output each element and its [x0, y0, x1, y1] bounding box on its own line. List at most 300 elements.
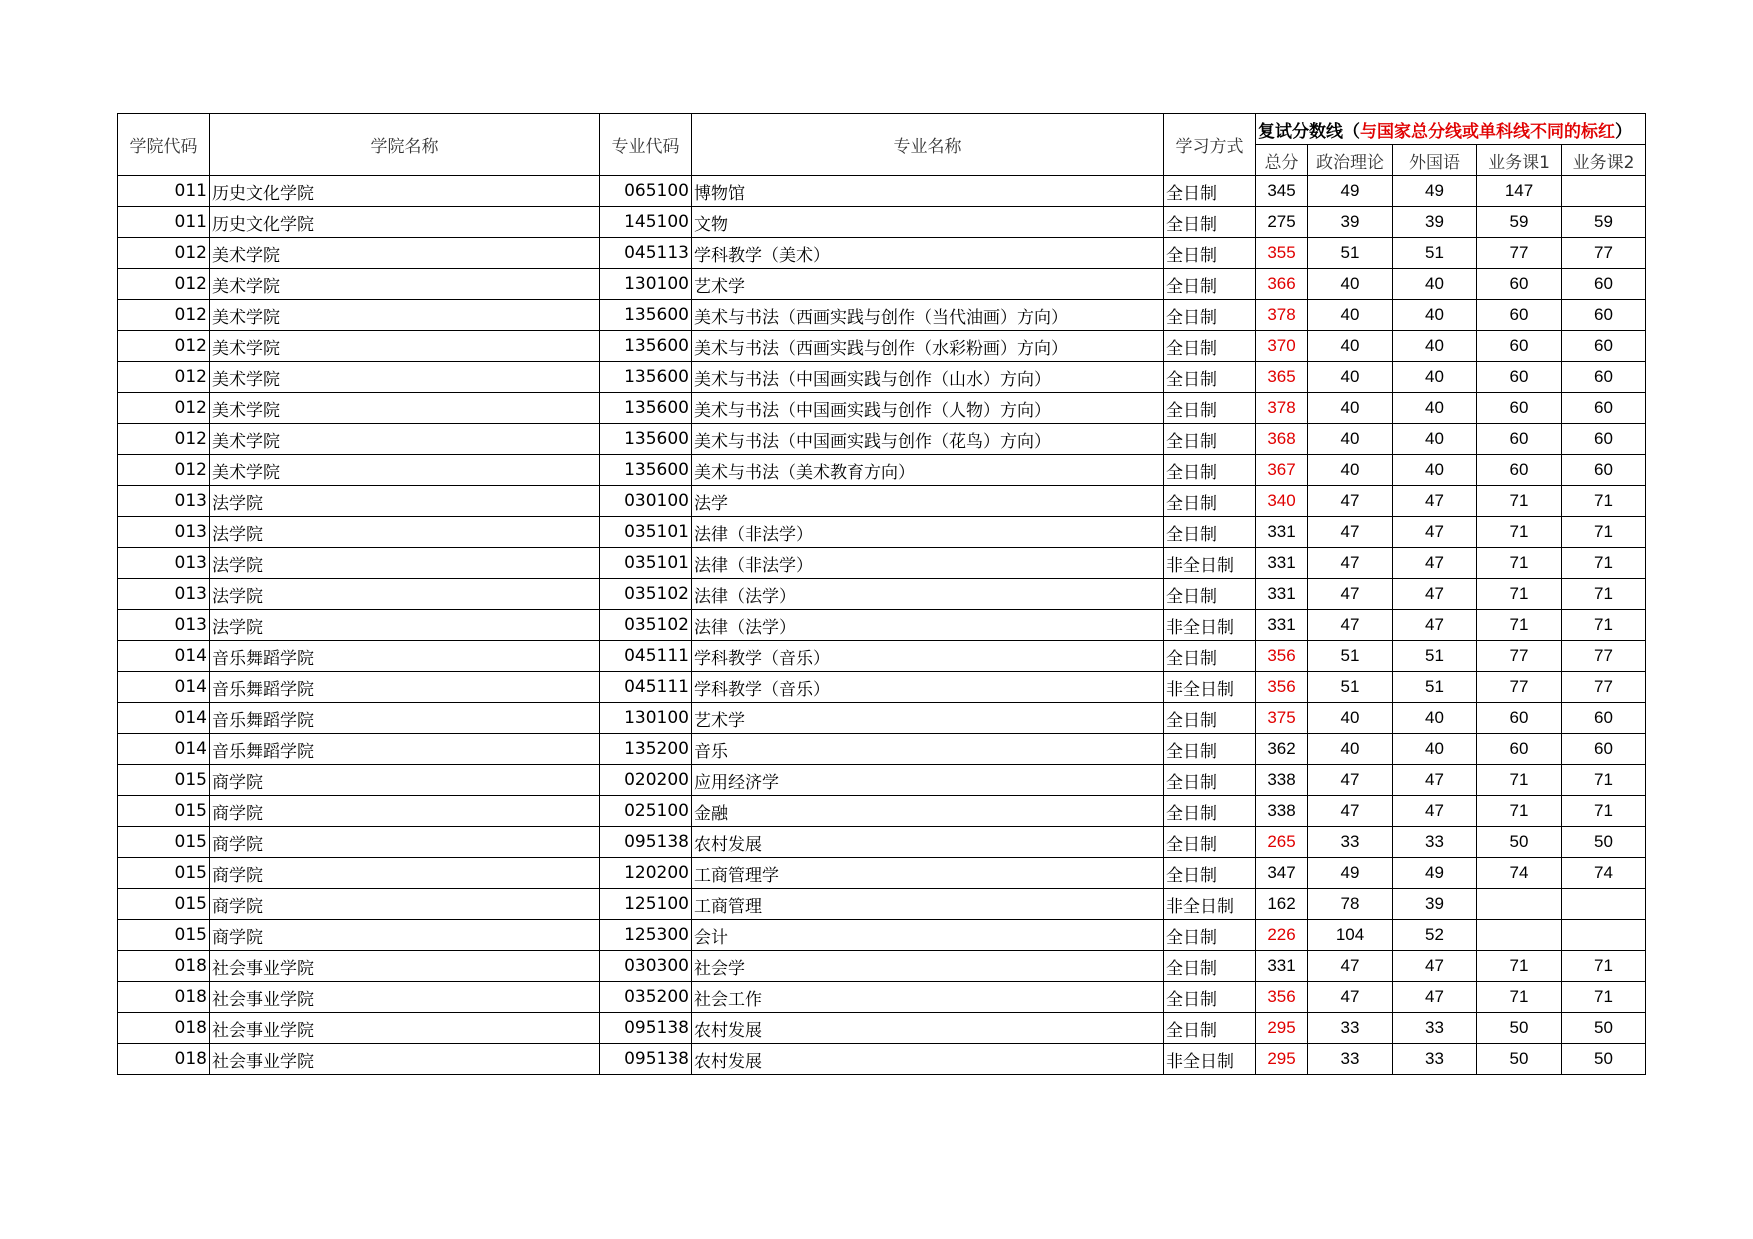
table-row: [118, 393, 1646, 424]
header-major-name: 专业名称: [692, 114, 1164, 176]
cell-college-code: 015: [118, 765, 210, 796]
cell-college-code: 012: [118, 331, 210, 362]
cell-major-code: 135600: [600, 455, 692, 486]
cell-course1: 60: [1477, 393, 1562, 424]
header-score-group-prefix: 复试分数线（: [1258, 121, 1360, 142]
cell-foreign-lang: 47: [1393, 610, 1477, 641]
cell-college-name: 法学院: [210, 579, 600, 610]
cell-study-mode: 全日制: [1164, 951, 1256, 982]
table-row: [118, 951, 1646, 982]
cell-study-mode: 全日制: [1164, 579, 1256, 610]
cell-course2: 71: [1562, 548, 1646, 579]
cell-college-code: 012: [118, 393, 210, 424]
cell-politics: 40: [1308, 455, 1393, 486]
table-row: [118, 176, 1646, 207]
cell-college-name: 商学院: [210, 765, 600, 796]
cell-course2: 50: [1562, 1044, 1646, 1075]
cell-total: 362: [1256, 734, 1308, 765]
cell-college-name: 美术学院: [210, 331, 600, 362]
cell-major-code: 035102: [600, 610, 692, 641]
table-row: [118, 238, 1646, 269]
cell-course1: 60: [1477, 424, 1562, 455]
cell-course1: 71: [1477, 951, 1562, 982]
score-table: [117, 113, 1646, 1075]
cell-study-mode: 全日制: [1164, 796, 1256, 827]
cell-major-name: 美术与书法（中国画实践与创作（人物）方向）: [692, 393, 1164, 424]
cell-foreign-lang: 47: [1393, 951, 1477, 982]
cell-politics: 104: [1308, 920, 1393, 951]
cell-foreign-lang: 49: [1393, 176, 1477, 207]
cell-course2: 77: [1562, 641, 1646, 672]
cell-major-name: 农村发展: [692, 827, 1164, 858]
cell-college-code: 011: [118, 176, 210, 207]
table-row: [118, 300, 1646, 331]
cell-course2: 60: [1562, 269, 1646, 300]
cell-major-name: 博物馆: [692, 176, 1164, 207]
header-course1: 业务课1: [1477, 145, 1562, 176]
cell-total: 355: [1256, 238, 1308, 269]
cell-course1: 71: [1477, 610, 1562, 641]
cell-politics: 40: [1308, 734, 1393, 765]
cell-course1: 60: [1477, 734, 1562, 765]
table-row: [118, 424, 1646, 455]
cell-college-code: 014: [118, 672, 210, 703]
cell-major-name: 会计: [692, 920, 1164, 951]
cell-course1: 60: [1477, 703, 1562, 734]
cell-major-name: 法学: [692, 486, 1164, 517]
cell-foreign-lang: 52: [1393, 920, 1477, 951]
cell-course2: 77: [1562, 238, 1646, 269]
cell-total: 356: [1256, 982, 1308, 1013]
cell-major-name: 艺术学: [692, 269, 1164, 300]
cell-course2: 60: [1562, 300, 1646, 331]
cell-course1: 50: [1477, 1044, 1562, 1075]
cell-study-mode: 全日制: [1164, 920, 1256, 951]
header-college-code: 学院代码: [118, 114, 210, 176]
table-row: [118, 641, 1646, 672]
cell-course1: 60: [1477, 300, 1562, 331]
cell-college-name: 商学院: [210, 889, 600, 920]
cell-major-code: 095138: [600, 1044, 692, 1075]
cell-study-mode: 全日制: [1164, 703, 1256, 734]
table-row: [118, 517, 1646, 548]
cell-foreign-lang: 47: [1393, 486, 1477, 517]
cell-politics: 40: [1308, 703, 1393, 734]
cell-study-mode: 全日制: [1164, 858, 1256, 889]
cell-study-mode: 全日制: [1164, 362, 1256, 393]
cell-course2: 71: [1562, 796, 1646, 827]
cell-major-name: 文物: [692, 207, 1164, 238]
cell-major-code: 045111: [600, 641, 692, 672]
cell-study-mode: 全日制: [1164, 1013, 1256, 1044]
cell-study-mode: 全日制: [1164, 982, 1256, 1013]
cell-major-name: 金融: [692, 796, 1164, 827]
cell-total: 375: [1256, 703, 1308, 734]
cell-total: 331: [1256, 610, 1308, 641]
cell-major-name: 法律（法学）: [692, 579, 1164, 610]
cell-major-name: 美术与书法（中国画实践与创作（花鸟）方向）: [692, 424, 1164, 455]
cell-course1: 74: [1477, 858, 1562, 889]
cell-major-code: 125300: [600, 920, 692, 951]
table-row: [118, 579, 1646, 610]
cell-course1: 60: [1477, 455, 1562, 486]
cell-college-name: 美术学院: [210, 269, 600, 300]
cell-course2: 60: [1562, 703, 1646, 734]
cell-foreign-lang: 47: [1393, 548, 1477, 579]
cell-course1: 71: [1477, 548, 1562, 579]
cell-total: 378: [1256, 300, 1308, 331]
cell-college-code: 013: [118, 517, 210, 548]
header-row-1: [118, 114, 1646, 145]
cell-foreign-lang: 40: [1393, 424, 1477, 455]
table-row: [118, 982, 1646, 1013]
cell-college-name: 商学院: [210, 920, 600, 951]
table-row: [118, 207, 1646, 238]
cell-course2: 71: [1562, 610, 1646, 641]
cell-course2: 60: [1562, 455, 1646, 486]
cell-total: 226: [1256, 920, 1308, 951]
cell-total: 347: [1256, 858, 1308, 889]
cell-foreign-lang: 49: [1393, 858, 1477, 889]
table-row: [118, 331, 1646, 362]
table-row: [118, 734, 1646, 765]
cell-college-name: 音乐舞蹈学院: [210, 641, 600, 672]
cell-course1: 71: [1477, 982, 1562, 1013]
cell-foreign-lang: 47: [1393, 796, 1477, 827]
cell-foreign-lang: 33: [1393, 827, 1477, 858]
cell-college-name: 美术学院: [210, 393, 600, 424]
cell-total: 366: [1256, 269, 1308, 300]
cell-study-mode: 全日制: [1164, 331, 1256, 362]
cell-course2: 71: [1562, 579, 1646, 610]
cell-study-mode: 全日制: [1164, 207, 1256, 238]
cell-total: 338: [1256, 765, 1308, 796]
cell-politics: 47: [1308, 517, 1393, 548]
cell-major-name: 农村发展: [692, 1013, 1164, 1044]
cell-course2: 50: [1562, 1013, 1646, 1044]
cell-study-mode: 非全日制: [1164, 548, 1256, 579]
cell-foreign-lang: 40: [1393, 393, 1477, 424]
cell-college-name: 美术学院: [210, 238, 600, 269]
cell-total: 356: [1256, 672, 1308, 703]
table-row: [118, 858, 1646, 889]
cell-major-code: 035102: [600, 579, 692, 610]
cell-study-mode: 全日制: [1164, 765, 1256, 796]
cell-major-name: 社会学: [692, 951, 1164, 982]
cell-total: 265: [1256, 827, 1308, 858]
cell-major-name: 法律（非法学）: [692, 548, 1164, 579]
cell-study-mode: 全日制: [1164, 486, 1256, 517]
cell-college-code: 018: [118, 1013, 210, 1044]
cell-politics: 47: [1308, 610, 1393, 641]
header-score-group: [1256, 114, 1646, 145]
cell-study-mode: 全日制: [1164, 393, 1256, 424]
cell-major-code: 135600: [600, 362, 692, 393]
cell-course1: 71: [1477, 579, 1562, 610]
cell-major-code: 030100: [600, 486, 692, 517]
cell-total: 162: [1256, 889, 1308, 920]
cell-politics: 49: [1308, 858, 1393, 889]
cell-college-code: 015: [118, 858, 210, 889]
table-row: [118, 548, 1646, 579]
cell-course2: 71: [1562, 765, 1646, 796]
cell-major-code: 095138: [600, 1013, 692, 1044]
cell-study-mode: 全日制: [1164, 424, 1256, 455]
cell-college-code: 012: [118, 238, 210, 269]
cell-foreign-lang: 40: [1393, 269, 1477, 300]
cell-major-name: 农村发展: [692, 1044, 1164, 1075]
header-course2: 业务课2: [1562, 145, 1646, 176]
cell-course1: 77: [1477, 238, 1562, 269]
cell-study-mode: 全日制: [1164, 827, 1256, 858]
cell-college-code: 012: [118, 269, 210, 300]
cell-study-mode: 全日制: [1164, 238, 1256, 269]
cell-course2: [1562, 889, 1646, 920]
cell-college-code: 015: [118, 920, 210, 951]
cell-college-code: 014: [118, 734, 210, 765]
cell-college-code: 013: [118, 548, 210, 579]
cell-course1: 59: [1477, 207, 1562, 238]
cell-major-name: 社会工作: [692, 982, 1164, 1013]
cell-politics: 33: [1308, 1013, 1393, 1044]
cell-major-name: 法律（法学）: [692, 610, 1164, 641]
cell-course2: 77: [1562, 672, 1646, 703]
cell-politics: 51: [1308, 672, 1393, 703]
cell-politics: 47: [1308, 548, 1393, 579]
cell-major-code: 025100: [600, 796, 692, 827]
cell-major-name: 工商管理学: [692, 858, 1164, 889]
cell-college-name: 商学院: [210, 858, 600, 889]
cell-course2: 71: [1562, 486, 1646, 517]
cell-foreign-lang: 33: [1393, 1013, 1477, 1044]
cell-total: 378: [1256, 393, 1308, 424]
cell-foreign-lang: 51: [1393, 641, 1477, 672]
cell-foreign-lang: 47: [1393, 982, 1477, 1013]
cell-course2: 59: [1562, 207, 1646, 238]
table-row: [118, 1044, 1646, 1075]
cell-total: 340: [1256, 486, 1308, 517]
cell-politics: 49: [1308, 176, 1393, 207]
header-score-group-note: 与国家总分线或单科线不同的标红: [1360, 121, 1615, 142]
cell-foreign-lang: 51: [1393, 672, 1477, 703]
cell-major-name: 美术与书法（西画实践与创作（水彩粉画）方向）: [692, 331, 1164, 362]
cell-study-mode: 全日制: [1164, 300, 1256, 331]
cell-total: 331: [1256, 579, 1308, 610]
cell-study-mode: 全日制: [1164, 517, 1256, 548]
table-row: [118, 703, 1646, 734]
cell-major-code: 065100: [600, 176, 692, 207]
header-score-group-suffix: ）: [1615, 121, 1632, 142]
cell-college-code: 015: [118, 889, 210, 920]
cell-total: 367: [1256, 455, 1308, 486]
cell-college-name: 法学院: [210, 517, 600, 548]
cell-major-code: 135600: [600, 393, 692, 424]
cell-study-mode: 非全日制: [1164, 610, 1256, 641]
table-row: [118, 920, 1646, 951]
table-row: [118, 765, 1646, 796]
cell-politics: 47: [1308, 951, 1393, 982]
table-row: [118, 1013, 1646, 1044]
cell-college-name: 法学院: [210, 486, 600, 517]
cell-major-code: 035200: [600, 982, 692, 1013]
cell-college-name: 美术学院: [210, 424, 600, 455]
table-row: [118, 362, 1646, 393]
cell-college-code: 013: [118, 579, 210, 610]
cell-major-code: 030300: [600, 951, 692, 982]
cell-major-code: 145100: [600, 207, 692, 238]
header-major-code: 专业代码: [600, 114, 692, 176]
cell-politics: 40: [1308, 362, 1393, 393]
cell-course1: 71: [1477, 765, 1562, 796]
cell-politics: 40: [1308, 393, 1393, 424]
cell-politics: 40: [1308, 331, 1393, 362]
cell-total: 345: [1256, 176, 1308, 207]
cell-college-name: 美术学院: [210, 300, 600, 331]
cell-college-code: 012: [118, 362, 210, 393]
cell-foreign-lang: 33: [1393, 1044, 1477, 1075]
cell-major-name: 学科教学（音乐）: [692, 672, 1164, 703]
cell-major-name: 法律（非法学）: [692, 517, 1164, 548]
cell-politics: 47: [1308, 486, 1393, 517]
cell-politics: 47: [1308, 765, 1393, 796]
header-study-mode: 学习方式: [1164, 114, 1256, 176]
cell-politics: 40: [1308, 269, 1393, 300]
cell-course1: 71: [1477, 486, 1562, 517]
cell-politics: 47: [1308, 579, 1393, 610]
header-foreign-lang: 外国语: [1393, 145, 1477, 176]
cell-total: 295: [1256, 1013, 1308, 1044]
cell-course1: 60: [1477, 362, 1562, 393]
cell-foreign-lang: 47: [1393, 765, 1477, 796]
table-row: [118, 269, 1646, 300]
cell-study-mode: 非全日制: [1164, 1044, 1256, 1075]
cell-college-code: 018: [118, 951, 210, 982]
cell-foreign-lang: 40: [1393, 362, 1477, 393]
cell-college-name: 音乐舞蹈学院: [210, 703, 600, 734]
cell-major-name: 美术与书法（西画实践与创作（当代油画）方向）: [692, 300, 1164, 331]
cell-major-name: 艺术学: [692, 703, 1164, 734]
cell-course2: 71: [1562, 951, 1646, 982]
cell-course2: 74: [1562, 858, 1646, 889]
table-row: [118, 796, 1646, 827]
cell-major-code: 120200: [600, 858, 692, 889]
cell-college-code: 018: [118, 982, 210, 1013]
cell-politics: 51: [1308, 238, 1393, 269]
cell-foreign-lang: 47: [1393, 579, 1477, 610]
cell-course2: 60: [1562, 362, 1646, 393]
cell-foreign-lang: 51: [1393, 238, 1477, 269]
cell-course1: 77: [1477, 641, 1562, 672]
cell-major-code: 035101: [600, 548, 692, 579]
cell-course1: 71: [1477, 796, 1562, 827]
cell-college-name: 美术学院: [210, 455, 600, 486]
cell-major-code: 135600: [600, 424, 692, 455]
cell-total: 331: [1256, 951, 1308, 982]
cell-foreign-lang: 47: [1393, 517, 1477, 548]
cell-total: 331: [1256, 548, 1308, 579]
cell-course1: 50: [1477, 827, 1562, 858]
cell-course2: 50: [1562, 827, 1646, 858]
table-body: [118, 176, 1646, 1075]
cell-total: 356: [1256, 641, 1308, 672]
cell-course2: [1562, 920, 1646, 951]
cell-study-mode: 全日制: [1164, 641, 1256, 672]
cell-total: 370: [1256, 331, 1308, 362]
cell-college-name: 美术学院: [210, 362, 600, 393]
cell-major-code: 130100: [600, 269, 692, 300]
cell-politics: 40: [1308, 300, 1393, 331]
cell-total: 295: [1256, 1044, 1308, 1075]
cell-major-code: 045113: [600, 238, 692, 269]
cell-study-mode: 全日制: [1164, 269, 1256, 300]
table-header: [118, 114, 1646, 176]
cell-major-code: 135200: [600, 734, 692, 765]
header-college-name: 学院名称: [210, 114, 600, 176]
cell-course1: [1477, 920, 1562, 951]
cell-college-code: 015: [118, 827, 210, 858]
cell-study-mode: 全日制: [1164, 734, 1256, 765]
cell-college-name: 法学院: [210, 610, 600, 641]
cell-course1: 60: [1477, 331, 1562, 362]
cell-course1: 60: [1477, 269, 1562, 300]
cell-college-code: 018: [118, 1044, 210, 1075]
cell-major-name: 学科教学（美术）: [692, 238, 1164, 269]
table-row: [118, 486, 1646, 517]
cell-course1: 147: [1477, 176, 1562, 207]
cell-college-name: 社会事业学院: [210, 1044, 600, 1075]
cell-study-mode: 全日制: [1164, 176, 1256, 207]
cell-total: 338: [1256, 796, 1308, 827]
cell-politics: 51: [1308, 641, 1393, 672]
cell-major-code: 125100: [600, 889, 692, 920]
cell-college-code: 012: [118, 424, 210, 455]
cell-college-name: 商学院: [210, 796, 600, 827]
cell-course2: 60: [1562, 331, 1646, 362]
cell-politics: 47: [1308, 796, 1393, 827]
cell-college-code: 013: [118, 486, 210, 517]
cell-total: 368: [1256, 424, 1308, 455]
cell-major-code: 045111: [600, 672, 692, 703]
table-row: [118, 889, 1646, 920]
cell-college-code: 012: [118, 455, 210, 486]
cell-college-code: 014: [118, 641, 210, 672]
cell-foreign-lang: 40: [1393, 703, 1477, 734]
cell-politics: 78: [1308, 889, 1393, 920]
cell-college-code: 014: [118, 703, 210, 734]
table-row: [118, 610, 1646, 641]
cell-course2: [1562, 176, 1646, 207]
cell-major-code: 035101: [600, 517, 692, 548]
cell-politics: 33: [1308, 1044, 1393, 1075]
cell-college-code: 013: [118, 610, 210, 641]
cell-college-code: 015: [118, 796, 210, 827]
table-row: [118, 827, 1646, 858]
cell-politics: 40: [1308, 424, 1393, 455]
cell-politics: 39: [1308, 207, 1393, 238]
cell-college-name: 历史文化学院: [210, 207, 600, 238]
cell-course2: 60: [1562, 393, 1646, 424]
cell-major-code: 130100: [600, 703, 692, 734]
cell-politics: 47: [1308, 982, 1393, 1013]
cell-college-code: 011: [118, 207, 210, 238]
cell-college-code: 012: [118, 300, 210, 331]
cell-foreign-lang: 40: [1393, 734, 1477, 765]
cell-foreign-lang: 39: [1393, 889, 1477, 920]
cell-college-name: 社会事业学院: [210, 982, 600, 1013]
cell-major-name: 美术与书法（美术教育方向）: [692, 455, 1164, 486]
cell-major-code: 095138: [600, 827, 692, 858]
cell-course2: 60: [1562, 734, 1646, 765]
